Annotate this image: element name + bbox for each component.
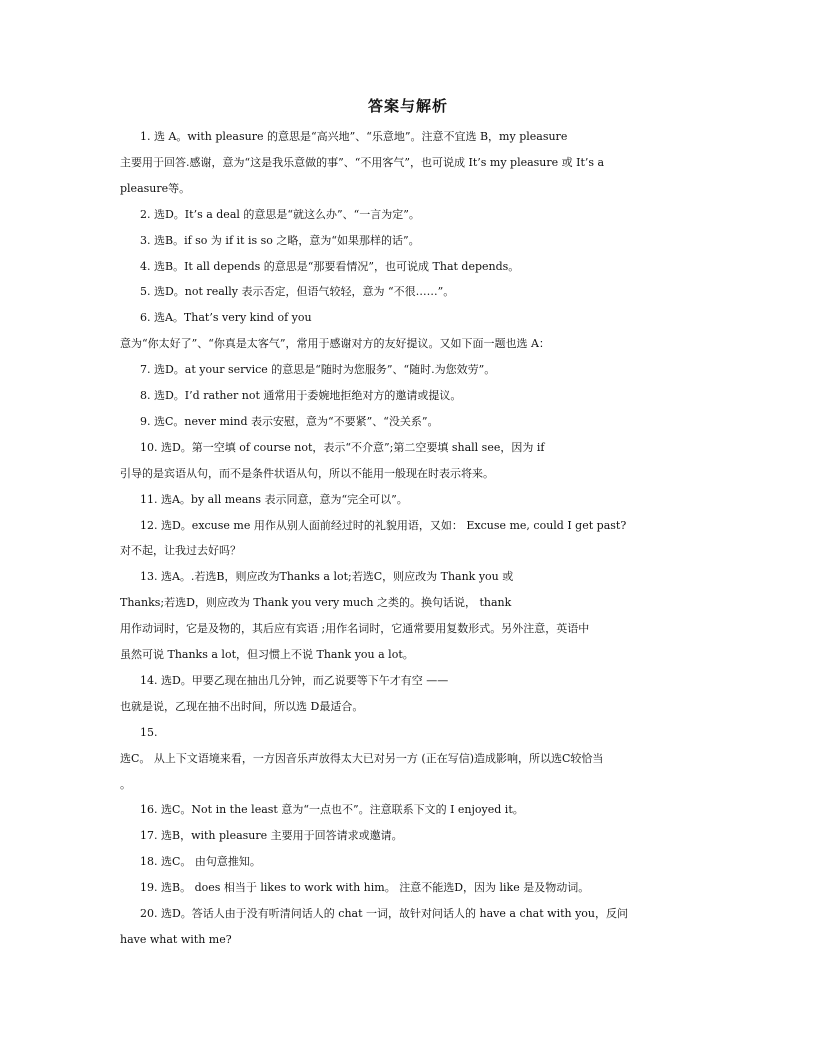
text-line: 20. 选D。答话人由于没有听清问话人的 chat 一词，故针对问话人的 have a chat with you，反问 (140, 907, 629, 920)
text-line: 6. 选A。That’s very kind of you (140, 311, 312, 324)
text-line: 16. 选C。Not in the least 意为“一点也不”。注意联系下文的 I enjoyed it。 (140, 803, 524, 816)
text-line: 主要用于回答.感谢，意为“这是我乐意做的事”、“不用客气”，也可说成 It’s my pleasure 或 It’s a (120, 156, 605, 169)
text-line: 12. 选D。excuse me 用作从别人面前经过时的礼貌用语，又如： Excuse me, could I get past? (140, 519, 627, 532)
text-line: 2. 选D。It’s a deal 的意思是“就这么办”、“一言为定”。 (140, 208, 420, 221)
text-line: 选C。 从上下文语境来看，一方因音乐声放得太大已对另一方 (正在写信)造成影响，所以选C较恰当 (120, 752, 604, 765)
text-line: 5. 选D。not really 表示否定，但语气较轻，意为 “不很……”。 (140, 285, 455, 298)
text-line: 17. 选B，with pleasure 主要用于回答请求或邀请。 (140, 829, 403, 842)
text-line: 19. 选B。 does 相当于 likes to work with him。 注意不能选D，因为 like 是及物动词。 (140, 881, 590, 894)
text-line: 意为“你太好了”、“你真是太客气”，常用于感谢对方的友好提议。又如下面一题也选 A： (120, 337, 550, 350)
text-line: 对不起，让我过去好吗？ (120, 544, 241, 557)
text-line: 也就是说，乙现在抽不出时间，所以选 D最适合。 (120, 700, 364, 713)
text-line: 3. 选B。if so 为 if it is so 之略，意为“如果那样的话”。 (140, 234, 420, 247)
text-line: 4. 选B。It all depends 的意思是“那要看情况”，也可说成 That depends。 (140, 260, 520, 273)
text-line: 10. 选D。第一空填 of course not，表示“不介意”;第二空要填 shall see，因为 if (140, 441, 545, 454)
text-line: have what with me? (120, 933, 232, 946)
text-line: 14. 选D。甲要乙现在抽出几分钟，而乙说要等下午才有空 —— (140, 674, 449, 687)
text-line: 1. 选 A。with pleasure 的意思是“高兴地”、“乐意地”。注意不宜选 B，my pleasure (140, 130, 568, 143)
text-line: 13. 选A。.若选B，则应改为Thanks a lot;若选C，则应改为 Thank you 或 (140, 570, 514, 583)
text-line: pleasure等。 (120, 182, 191, 195)
text-line: 虽然可说 Thanks a lot，但习惯上不说 Thank you a lot。 (120, 648, 414, 661)
text-line: 9. 选C。never mind 表示安慰，意为“不要紧”、“没关系”。 (140, 415, 439, 428)
text-line: 用作动词时，它是及物的，其后应有宾语 ;用作名词时，它通常要用复数形式。另外注意，英语中 (120, 622, 590, 635)
page-title: 答案与解析 (367, 97, 448, 115)
text-line: 引导的是宾语从句，而不是条件状语从句，所以不能用一般现在时表示将来。 (120, 467, 494, 480)
text-line: 18. 选C。 由句意推知。 (140, 855, 261, 868)
text-line: 11. 选A。by all means 表示同意，意为“完全可以”。 (140, 493, 408, 506)
text-line: 7. 选D。at your service 的意思是“随时为您服务”、“随时.为您效劳”。 (140, 363, 496, 376)
text-line: 15. (140, 726, 158, 739)
text-line: 8. 选D。I’d rather not 通常用于委婉地拒绝对方的邀请或提议。 (140, 389, 462, 402)
text-line: Thanks;若选D，则应改为 Thank you very much 之类的。换句话说， thank (120, 596, 512, 609)
text-line: 。 (120, 778, 131, 791)
